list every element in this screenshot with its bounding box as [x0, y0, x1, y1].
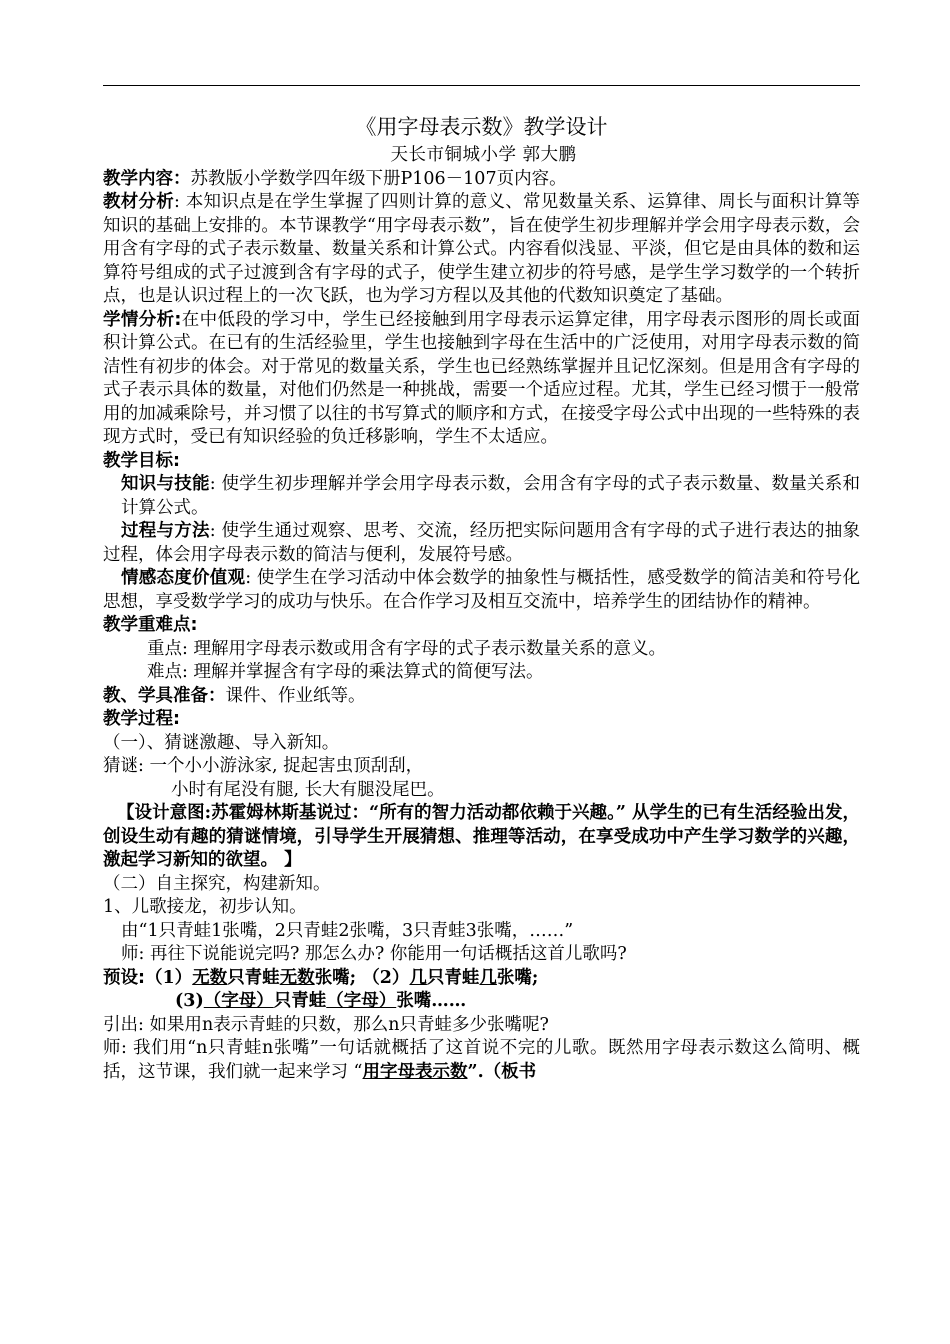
lesson-title-ref: 用字母表示数	[362, 1061, 468, 1082]
preset-b1: (3)	[175, 991, 204, 1011]
item-one: 1、儿歌接龙，初步认知。	[103, 897, 307, 917]
tools-text: 课件、作业纸等。	[225, 685, 366, 706]
goal2-text: : 使学生通过观察、思考、交流，经历把实际问题用含有字母的式子进行表达的抽象过程，体会用字母表示数的简洁与便利，发展符号感。	[103, 521, 860, 565]
content-label: 教学内容：	[103, 168, 191, 189]
goal3-label: 情感态度价值观	[121, 568, 246, 588]
teacher-summary	[103, 1037, 860, 1084]
key-heading: 教学重难点:	[103, 615, 198, 635]
document-body	[103, 112, 860, 1084]
preset-a2: 无数	[192, 967, 228, 988]
material-label: 教材分析	[103, 192, 175, 212]
goal3-text: : 使学生在学习活动中体会数学的抽象性与概括性，感受数学的简洁美和符号化思想，享受数学学习的成功与快乐。在合作学习及相互交流中，培养学生的团结协作的精神。	[103, 568, 860, 612]
header-rule	[103, 85, 860, 86]
preset-a6: 几	[409, 967, 427, 988]
goals-heading: 教学目标:	[103, 450, 180, 471]
preset-a9: 张嘴;	[496, 967, 539, 988]
preset-a3: 只青蛙	[227, 967, 280, 988]
preset-b2: （字母）	[203, 991, 274, 1011]
goal1-label: 知识与技能	[121, 474, 210, 494]
goal1-text: : 使学生初步理解并学会用字母表示数，会用含有字母的式子表示数量、数量关系和计算公式。	[121, 474, 860, 518]
lead-line: 引出: 如果用n表示青蛙的只数，那么n只青蛙多少张嘴呢?	[103, 1014, 549, 1035]
preset-a4: 无数	[279, 967, 315, 988]
tools-label: 教、学具准备：	[103, 685, 226, 706]
preset-a1: （1）	[145, 967, 193, 988]
goal-process	[103, 520, 860, 567]
preset-line-2	[103, 990, 860, 1014]
material-analysis	[103, 191, 860, 309]
learner-analysis	[103, 309, 860, 450]
song-line: 由“1只青蛙1张嘴，2只青蛙2张嘴，3只青蛙3张嘴，……”	[121, 920, 574, 941]
content-text: 苏教版小学数学四年级下册P106－107页内容。	[190, 168, 567, 189]
step-two: （二）自主探究，构建新知。	[103, 873, 331, 894]
preset-a5: 张嘴; （2）	[314, 967, 410, 988]
preset-a7: 只青蛙	[426, 967, 480, 988]
hard-point: 难点: 理解并掌握含有字母的乘法算式的简便写法。	[147, 662, 544, 682]
author-line: 天长市铜城小学 郭大鹏	[390, 145, 577, 165]
design-intent: 【设计意图:苏霍姆林斯基说过：“所有的智力活动都依赖于兴趣。” 从学生的已有生活经验出发，创设生动有趣的猜谜情境，引导学生开展猜想、推理等活动，在享受成功中产生学习数学的兴趣，激起学习新知的欲望。 】	[103, 803, 860, 870]
document-title: 《用字母表示数》教学设计	[355, 115, 608, 139]
preset-b4: （字母）	[326, 991, 397, 1011]
board-note: ”.（板书	[467, 1061, 537, 1082]
preset-label: 预设:	[103, 967, 145, 988]
riddle-line-1: 猜谜: 一个小小游泳家, 捉起害虫顶刮刮，	[103, 756, 424, 776]
preset-line-1	[103, 967, 860, 991]
preset-b3: 只青蛙	[273, 991, 327, 1011]
teacher-question: 师: 再往下说能说完吗? 那怎么办? 你能用一句话概括这首儿歌吗?	[121, 944, 627, 964]
teaching-content	[103, 168, 860, 192]
teacher-summary-text: 师: 我们用“n只青蛙n张嘴”一句话就概括了这首说不完的儿歌。既然用字母表示数这么简明、概括，这节课，我们就一起来学习 “	[103, 1038, 860, 1082]
preset-b5: 张嘴……	[396, 991, 467, 1011]
learner-label: 学情分析:	[103, 309, 182, 330]
preset-a8: 几	[479, 967, 497, 988]
goal-knowledge	[103, 473, 860, 520]
tools-line	[103, 685, 860, 709]
material-text: : 本知识点是在学生掌握了四则计算的意义、常见数量关系、运算律、周长与面积计算等知识的基础上安排的。本节课教学“用字母表示数”，旨在使学生初步理解并学会用字母表示数，会用含有字母的式子表示数量、数量关系和计算公式。内容看似浅显、平淡，但它是由具体的数和运算符号组成的式子过渡到含有字母的式子，使学生建立初步的符号感，是学生学习数学的一个转折点，也是认识过程上的一次飞跃，也为学习方程以及其他的代数知识奠定了基础。	[103, 192, 860, 306]
goal2-label: 过程与方法	[121, 521, 210, 541]
goal-emotion	[103, 567, 860, 614]
process-heading: 教学过程:	[103, 709, 180, 729]
key-point: 重点: 理解用字母表示数或用含有字母的式子表示数量关系的意义。	[147, 638, 666, 659]
riddle-line-2: 小时有尾没有腿, 长大有腿没尾巴。	[171, 779, 445, 800]
learner-text: 在中低段的学习中，学生已经接触到用字母表示运算定律，用字母表示图形的周长或面积计算公式。在已有的生活经验里，学生也接触到字母在生活中的广泛使用，对用字母表示数的简洁性有初步的体会。对于常见的数量关系，学生也已经熟练掌握并且记忆深刻。但是用含有字母的式子表示具体的数量，对他们仍然是一种挑战，需要一个适应过程。尤其，学生已经习惯于一般常用的加减乘除号，并习惯了以往的书写算式的顺序和方式，在接受字母公式中出现的一些特殊的表现方式时，受已有知识经验的负迁移影响，学生不太适应。	[103, 309, 861, 447]
step-one: （一）、猜谜激趣、导入新知。	[103, 732, 340, 753]
